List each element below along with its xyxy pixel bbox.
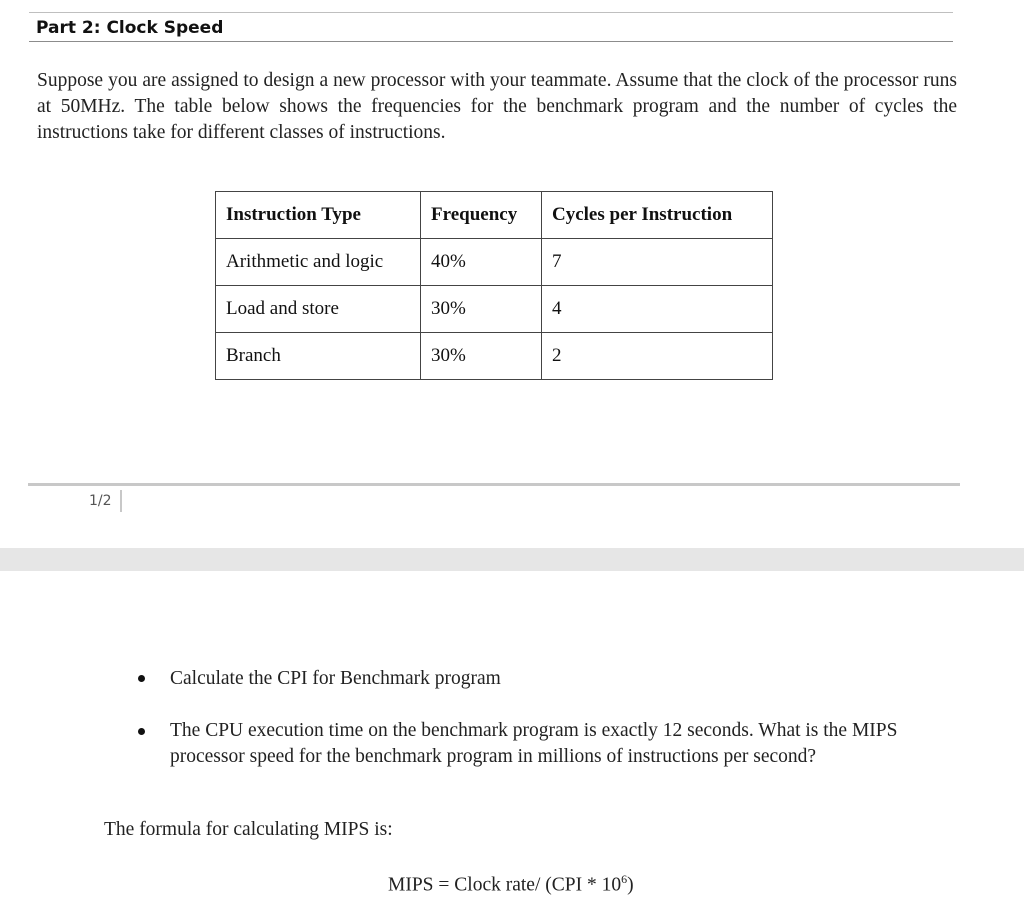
table-cell: 40%	[421, 239, 542, 286]
bullet-icon	[138, 675, 145, 682]
table-header: Instruction Type	[216, 192, 421, 239]
table-cell: 30%	[421, 286, 542, 333]
table-cell: 7	[542, 239, 773, 286]
formula-intro: The formula for calculating MIPS is:	[104, 819, 393, 840]
question-item: Calculate the CPI for Benchmark program	[170, 668, 501, 689]
formula-close: )	[627, 874, 634, 896]
bullet-icon	[138, 728, 145, 735]
page-indicator: 1/2	[89, 490, 122, 512]
table-row	[216, 239, 773, 286]
table-header-row	[216, 192, 773, 239]
intro-paragraph: Suppose you are assigned to design a new processor with your teammate. Assume that the clock of the processor runs at 50MHz. The table below shows the frequencies for the benchmark program and the number of cycles the instructions take for different classes of instructions.	[37, 70, 957, 143]
table-row	[216, 286, 773, 333]
table-cell: 4	[542, 286, 773, 333]
instruction-table	[215, 191, 773, 380]
formula-exponent: 6	[621, 872, 628, 886]
question-item: The CPU execution time on the benchmark program is exactly 12 seconds. What is the MIPS processor speed for the benchmark program in millions of instructions per second?	[170, 720, 898, 767]
table-row	[216, 333, 773, 380]
table-cell: Branch	[216, 333, 421, 380]
table-cell: 30%	[421, 333, 542, 380]
page-divider	[28, 483, 960, 486]
table-cell: Arithmetic and logic	[216, 239, 421, 286]
section-title: Part 2: Clock Speed	[29, 12, 953, 42]
page-gap	[0, 548, 1024, 571]
table-header: Frequency	[421, 192, 542, 239]
table-cell: 2	[542, 333, 773, 380]
table-header: Cycles per Instruction	[542, 192, 773, 239]
mips-formula	[388, 872, 634, 897]
formula-text: MIPS = Clock rate/ (CPI * 10	[388, 874, 622, 896]
table-cell: Load and store	[216, 286, 421, 333]
